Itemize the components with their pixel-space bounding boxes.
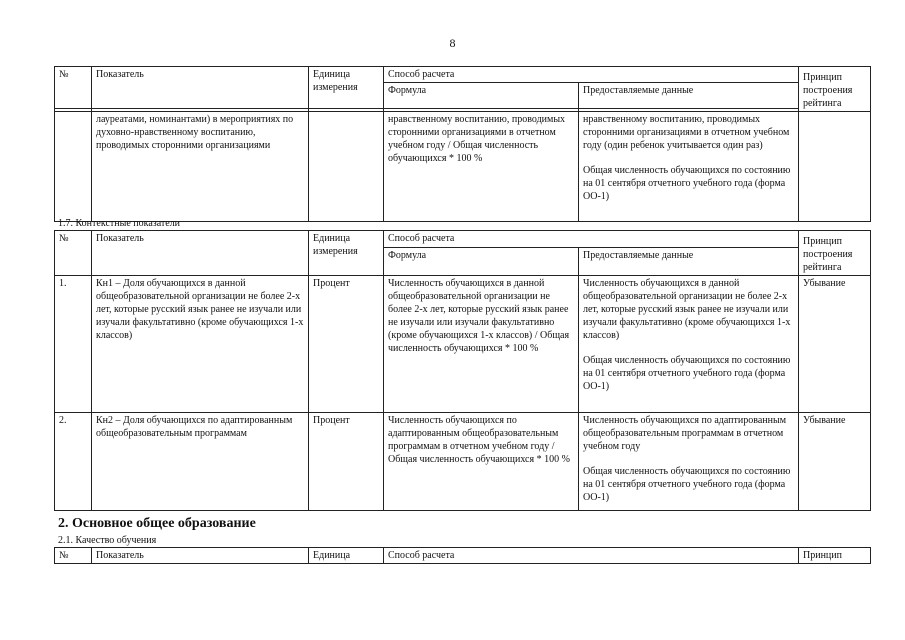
header-principle: Принцип построения рейтинга xyxy=(799,67,871,112)
header-principle: Принцип построения рейтинга xyxy=(799,231,871,276)
page-number: 8 xyxy=(449,36,456,50)
row-indicator: Кн1 – Доля обучающихся в данной общеобразовательной организации не более 2-х лет, которые русский язык ранее не изучали или изучали факультативно (кроме обучающихся 1-х классов) xyxy=(92,276,309,413)
row-principle: Убывание xyxy=(799,276,871,413)
row-formula: нравственному воспитанию, проводимых сторонними организациями в отчетном учебном году / Общая численность обучающихся * 100 % xyxy=(384,112,579,222)
row-principle xyxy=(799,112,871,222)
row-unit: Процент xyxy=(309,413,384,511)
row-unit: Процент xyxy=(309,276,384,413)
header-method: Способ расчета xyxy=(384,548,799,564)
row-formula: Численность обучающихся в данной общеобразовательной организации не более 2-х лет, которые русский язык ранее не изучали или изучали факультативно (кроме обучающихся 1-х классов) / Общая численность обучающихся * 100 % xyxy=(384,276,579,413)
row-principle: Убывание xyxy=(799,413,871,511)
header-num: № xyxy=(55,231,92,276)
header-formula: Формула xyxy=(384,83,579,109)
header-unit: Единица измерения xyxy=(309,67,384,109)
header-num: № xyxy=(55,67,92,109)
indicators-table-continued xyxy=(54,66,871,222)
row-data: Численность обучающихся по адаптированным общеобразовательным программам в отчетном учебном году Общая численность обучающихся по состоянию на 01 сентября отчетного учебного года (форма ОО-1) xyxy=(579,413,799,511)
header-formula: Формула xyxy=(384,248,579,276)
header-principle: Принцип xyxy=(799,548,871,564)
row-indicator: Кн2 – Доля обучающихся по адаптированным общеобразовательным программам xyxy=(92,413,309,511)
header-data: Предоставляемые данные xyxy=(579,248,799,276)
section-title-1-7: 1.7. Контекстные показатели xyxy=(58,218,181,229)
row-unit xyxy=(309,112,384,222)
header-data: Предоставляемые данные xyxy=(579,83,799,109)
row-num: 2. xyxy=(55,413,92,511)
row-num-cell xyxy=(55,112,92,222)
header-indicator: Показатель xyxy=(92,67,309,109)
header-method: Способ расчета xyxy=(384,231,799,248)
header-indicator: Показатель xyxy=(92,231,309,276)
row-data: Численность обучающихся в данной общеобразовательной организации не более 2-х лет, которые русский язык ранее не изучали или изучали факультативно (кроме обучающихся 1-х классов) Общая численность обучающихся по состоянию на 01 сентября отчетного учебного года (форма ОО-1) xyxy=(579,276,799,413)
header-method: Способ расчета xyxy=(384,67,799,83)
header-indicator: Показатель xyxy=(92,548,309,564)
header-unit: Единица xyxy=(309,548,384,564)
section-title-2-1: 2.1. Качество обучения xyxy=(58,535,157,546)
quality-table-header xyxy=(54,547,871,564)
row-formula: Численность обучающихся по адаптированным общеобразовательным программам в отчетном учебном году / Общая численность обучающихся * 100 % xyxy=(384,413,579,511)
row-data: нравственному воспитанию, проводимых сторонними организациями в отчетном учебном году (один ребенок учитывается один раз) Общая численность обучающихся по состоянию на 01 сентября отчетного учебного года (форма ОО-1) xyxy=(579,112,799,222)
section-title-2: 2. Основное общее образование xyxy=(58,516,256,531)
header-unit: Единица измерения xyxy=(309,231,384,276)
row-num: 1. xyxy=(55,276,92,413)
header-num: № xyxy=(55,548,92,564)
row-indicator: лауреатами, номинантами) в мероприятиях по духовно-нравственному воспитанию, проводимых сторонними организациями xyxy=(92,112,309,222)
context-indicators-table xyxy=(54,230,871,511)
